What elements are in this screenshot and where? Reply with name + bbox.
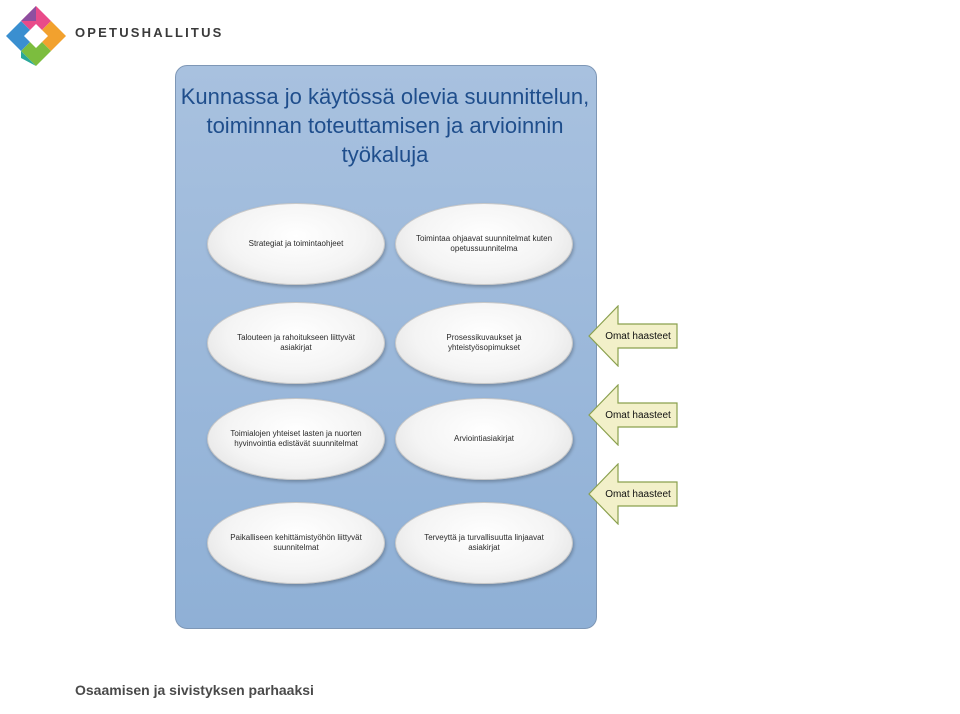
challenge-arrow-1 (588, 305, 678, 367)
challenge-arrow-2 (588, 384, 678, 446)
arrow-label: Omat haasteet (605, 409, 671, 421)
arrow-label: Omat haasteet (605, 488, 671, 500)
oval-finance-documents: Talouteen ja rahoitukseen liittyvät asiakirjat (207, 302, 385, 384)
oval-local-development-plans: Paikalliseen kehittämistyöhön liittyvät suunnitelmat (207, 502, 385, 584)
org-name: OPETUSHALLITUS (75, 25, 224, 40)
footer-tagline: Osaamisen ja sivistyksen parhaaksi (75, 682, 314, 698)
panel-title: Kunnassa jo käytössä olevia suunnittelun, toiminnan toteuttamisen ja arvioinnin työkaluja (180, 84, 590, 167)
oval-guiding-plans: Toimintaa ohjaavat suunnitelmat kuten opetussuunnitelma (395, 203, 573, 285)
oval-health-safety-documents: Terveyttä ja turvallisuutta linjaavat asiakirjat (395, 502, 573, 584)
oval-wellbeing-plans: Toimialojen yhteiset lasten ja nuorten hyvinvointia edistävät suunnitelmat (207, 398, 385, 480)
oval-process-descriptions: Prosessikuvaukset ja yhteistyösopimukset (395, 302, 573, 384)
oval-evaluation-documents: Arviointiasiakirjat (395, 398, 573, 480)
opetushallitus-logo-icon (6, 6, 66, 66)
arrow-label: Omat haasteet (605, 330, 671, 342)
challenge-arrow-3 (588, 463, 678, 525)
oval-strategies: Strategiat ja toimintaohjeet (207, 203, 385, 285)
